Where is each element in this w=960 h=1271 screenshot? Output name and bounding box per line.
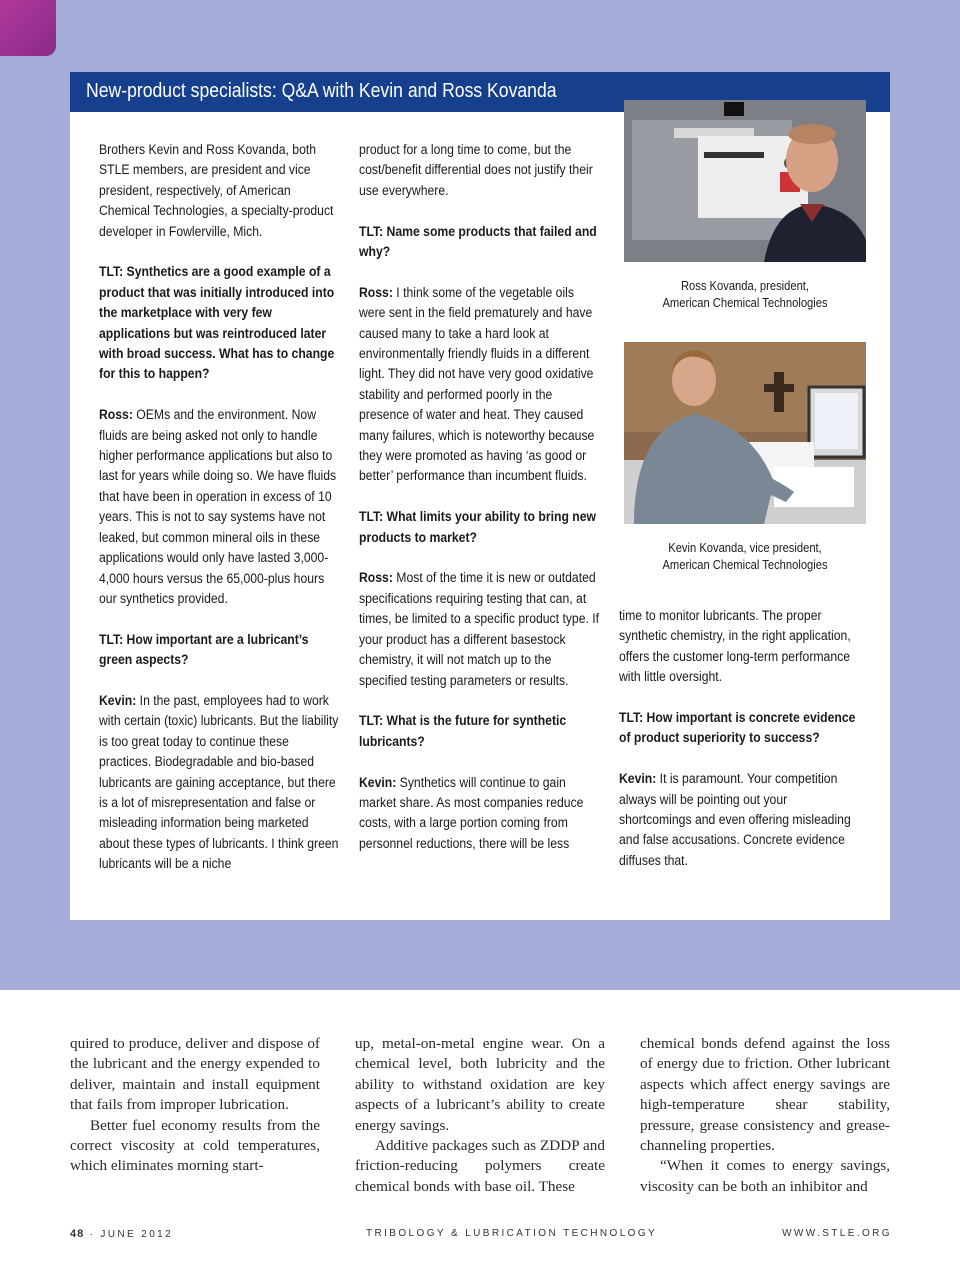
footer-separator: · bbox=[89, 1229, 96, 1240]
answer: Kevin: Synthetics will continue to gain market share. As most companies reduce costs, with a large portion coming from personnel reductions, there will be less bbox=[359, 774, 584, 852]
body-column-3 bbox=[640, 1034, 890, 1197]
body-paragraph: “When it comes to energy savings, viscosity can be both an inhibitor and bbox=[640, 1157, 890, 1195]
question: TLT: How important are a lubricant’s green aspects? bbox=[99, 631, 309, 669]
issue-date: JUNE 2012 bbox=[100, 1229, 174, 1240]
body-column-1 bbox=[70, 1034, 320, 1177]
question: TLT: What limits your ability to bring new products to market? bbox=[359, 509, 597, 546]
question: TLT: What is the future for synthetic lubricants? bbox=[359, 713, 567, 750]
question: TLT: Name some products that failed and why? bbox=[359, 223, 597, 261]
answer: Ross: Most of the time it is new or outdated specifications requiring testing that can, at times, be limited to a specific product type. If your product has a different basestock chemistry, it will not match up to the specified testing parameters or results. bbox=[359, 570, 600, 689]
kevin-photo-illustration bbox=[624, 342, 866, 524]
body-paragraph: up, metal-on-metal engine wear. On a chemical level, both lubricity and the ability to withstand oxidation are key aspects of a lubricant’s ability to create energy savings. bbox=[355, 1035, 605, 1134]
body-paragraph: chemical bonds defend against the loss of energy due to friction. Other lubricant aspects which affect energy savings are high-temperature shear stability, pressure, grease consistency and grease-channeling properties. bbox=[640, 1035, 890, 1155]
qa-column-1 bbox=[99, 140, 349, 895]
qa-column-2 bbox=[359, 140, 609, 875]
question: TLT: Synthetics are a good example of a product that was initially introduced into the marketplace with very few applications but was reintroduced later with broad success. What has to change for this to happen? bbox=[99, 264, 335, 383]
qa-column-3 bbox=[619, 606, 869, 892]
website-link[interactable]: WWW.STLE.ORG bbox=[782, 1228, 892, 1239]
publication-name: TRIBOLOGY & LUBRICATION TECHNOLOGY bbox=[366, 1228, 658, 1239]
answer-continued: time to monitor lubricants. The proper synthetic chemistry, in the right application, offers the customer long-term performance with little oversight. bbox=[619, 608, 851, 686]
caption-line: Ross Kovanda, president, bbox=[680, 278, 810, 293]
photo-ross-kovanda bbox=[624, 100, 866, 262]
caption-ross bbox=[624, 277, 866, 311]
answer: Ross: I think some of the vegetable oils were sent in the field prematurely and have caused many to take a hard look at environmentally friendly fluids in a different light. They did not have very good oxidative stability and performed poorly in the presence of water and heat. They caused many failures, which is noteworthy because they were promoted as having ‘as good or better’ performance than incumbent fluids. bbox=[359, 284, 595, 485]
page-number: 48 bbox=[70, 1228, 85, 1240]
answer: Kevin: It is paramount. Your competition always will be pointing out your shortcomings and even offering misleading and false accusations. Concrete evidence diffuses that. bbox=[619, 771, 851, 869]
body-column-2 bbox=[355, 1034, 605, 1197]
corner-tab bbox=[0, 0, 56, 56]
body-paragraph: quired to produce, deliver and dispose of the lubricant and the energy expended to deliver, maintain and install equipment that fails from improper lubrication. bbox=[70, 1035, 320, 1114]
caption-kevin bbox=[624, 539, 866, 573]
question: TLT: How important is concrete evidence of product superiority to success? bbox=[619, 710, 856, 747]
answer: Ross: OEMs and the environment. Now fluids are being asked not only to handle higher performance applications but also to last for years while doing so. We have fluids that have been in operation in excess of 10 years. This is not to say systems have not leaked, but common mineral oils in these applications would only have lasted 3,000-4,000 hours versus the 65,000-plus hours our synthetics provided. bbox=[99, 407, 337, 607]
body-paragraph: Additive packages such as ZDDP and friction-reducing polymers create chemical bonds with base oil. These bbox=[355, 1137, 605, 1195]
sidebar-title: New-product specialists: Q&A with Kevin and Ross Kovanda bbox=[86, 80, 557, 102]
caption-line: American Chemical Technologies bbox=[662, 295, 828, 310]
answer-continued: product for a long time to come, but the cost/benefit differential does not justify their use everywhere. bbox=[359, 142, 593, 199]
ross-photo-illustration bbox=[624, 100, 866, 262]
footer-folio bbox=[70, 1228, 173, 1240]
answer: Kevin: In the past, employees had to work with certain (toxic) lubricants. But the liability is too great today to continue these practices. Biodegradable and bio-based lubricants are gaining acceptance, but there is a lot of misrepresentation and false or misleading information being marketed about these types of lubricants. I think green lubricants will be a niche bbox=[99, 692, 339, 873]
photo-kevin-kovanda bbox=[624, 342, 866, 524]
caption-line: American Chemical Technologies bbox=[662, 557, 828, 572]
intro-paragraph: Brothers Kevin and Ross Kovanda, both STLE members, are president and vice president, respectively, of American Chemical Technologies, a specialty-product developer in Fowlerville, Mich. bbox=[99, 142, 334, 240]
qa-sidebar bbox=[70, 72, 890, 920]
caption-line: Kevin Kovanda, vice president, bbox=[668, 540, 822, 555]
body-paragraph: Better fuel economy results from the correct viscosity at cold temperatures, which eliminates morning start- bbox=[70, 1116, 320, 1175]
